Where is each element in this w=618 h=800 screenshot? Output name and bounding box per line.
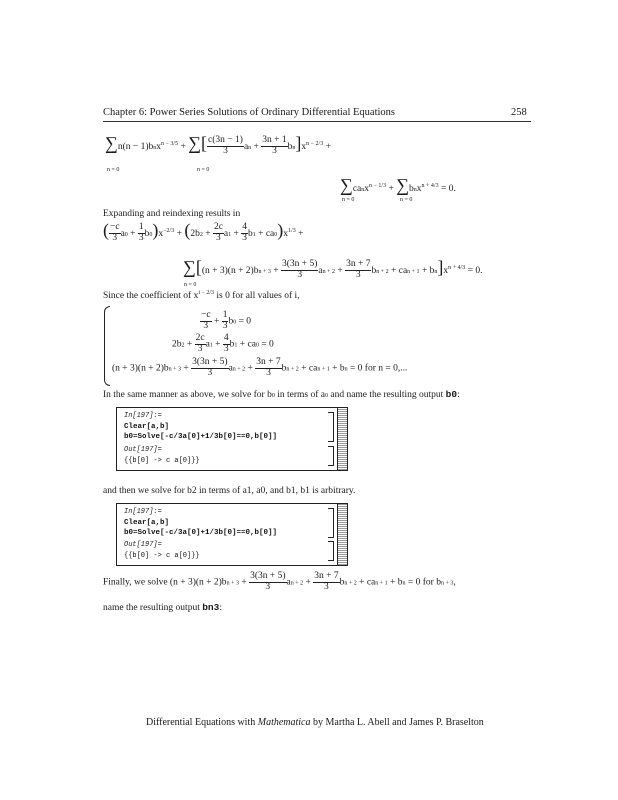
paragraph-solve-b2: and then we solve for b2 in terms of a1, a0, and b1, b1 is arbitrary. [103, 486, 356, 496]
coefficient-text-a: Since the coefficient of x [103, 291, 199, 302]
sum-limits-3: n = 0 [342, 197, 355, 203]
system-line-2: 2b2 + $\frac{2c}{3}$ a1 + $\frac{4}{3}$ b1 + ca0 = 0 [172, 333, 274, 354]
input-label: In[197]:= [124, 412, 162, 420]
name-output-text: name the resulting output [103, 603, 200, 613]
mathematica-cell-2[interactable] [116, 503, 348, 566]
sum-limits-5: n = 0 [184, 282, 197, 288]
header-rule [103, 121, 531, 122]
code-line-1[interactable]: Clear[a,b] [124, 423, 170, 431]
system-brace [104, 306, 110, 386]
paragraph-name-output: name the resulting output bn3: [103, 602, 222, 613]
input-bracket[interactable] [328, 508, 334, 538]
output-name-bn3: bn3 [202, 602, 220, 613]
paragraph-finally: Finally, we solve (n + 3)(n + 2)bn + 3 + $\frac{3(3n + 5)}{3}$ an + 2 + $\frac{3n + 7}{3}$ bn + 2 + can + 1 + bn = 0 for bn + 3, [103, 571, 456, 592]
equation-1-line-1: ∑n(n − 1)bnx$^{n - 3/5}$ + ∑[ $\frac{c(3n - 1)}{3}$ an + $\frac{3n + 1}{3}$ $bn]x^{n - 2/3}$ + [105, 133, 331, 157]
footer-italic: Mathematica [257, 717, 311, 728]
solve-b0-text-c: and name the resulting output [330, 390, 444, 400]
output-label: Out[197]= [124, 541, 162, 549]
finally-text-a: Finally, we solve (n + 3)(n + 2)b [103, 577, 227, 588]
chapter-title: Chapter 6: Power Series Solutions of Ordinary Differential Equations [103, 107, 396, 118]
system-line-3: (n + 3)(n + 2)bn + 3 + $\frac{3(3n + 5)}{3}$ an + 2 + $\frac{3n + 7}{3}$ bn + 2 + can + 1 + bn = 0 for n = 0,... [112, 357, 408, 378]
output-name-b0: b0 [445, 389, 458, 400]
footer-suffix: by Martha L. Abell and James P. Braselton [313, 717, 484, 728]
output-bracket[interactable] [328, 446, 334, 466]
system-line-1: $\frac{-c}{3}$ + $\frac{1}{3}$ b0 = 0 [201, 310, 252, 331]
input-label: In[197]:= [124, 508, 162, 516]
equation-1-line-2: ∑canx$^{n - 1/3}$ + ∑bnx$^{n + 4/3}$ = 0. [340, 175, 456, 195]
coefficient-text-b: is 0 for all values of i, [216, 291, 300, 302]
paragraph-expanding: Expanding and reindexing results in [103, 209, 241, 219]
page-number: 258 [511, 107, 527, 118]
paragraph-solve-b0: In the same manner as above, we solve for b0 in terms of a0 and name the resulting output b0: [103, 389, 460, 400]
equation-2-line-2: ∑[(n + 3)(n + 2)bn + 3 + $\frac{3(3n + 5)}{3}$ an + 2 + $\frac{3n + 7}{3}$ bn + 2 + can + $1 + bn]x^{n + 4/3} = 0$. [183, 257, 483, 281]
finally-text-b: = 0 for b [407, 577, 441, 588]
paragraph-coefficient: Since the coefficient of $x^{i - 2/3}$ is 0 for all values of i, [103, 290, 300, 302]
cell-bar[interactable] [337, 408, 347, 470]
sum-limits-4: n = 0 [400, 197, 413, 203]
mathematica-cell-1[interactable] [116, 407, 348, 471]
cell-bar[interactable] [337, 504, 347, 565]
code-line-2[interactable]: b0=Solve[-c/3a[0]+1/3b[0]==0,b[0]] [124, 529, 278, 537]
output-label: Out[197]= [124, 446, 162, 454]
code-line-1[interactable]: Clear[a,b] [124, 519, 170, 527]
output-bracket[interactable] [328, 541, 334, 561]
footer-prefix: Differential Equations with [146, 717, 256, 728]
output-value: {{b[0] -> c a[0]}} [124, 552, 200, 560]
input-bracket[interactable] [328, 412, 334, 442]
equation-2-line-1: ( $\frac{-c}{3}$ a0 + $\frac{1}{3}$ $b0)x^{-2/3} + (2b2$ + $\frac{2c}{3}$ a1 + $\frac{4}{3}$ $b1 + ca0)x^{1/3}$ + [103, 220, 304, 244]
footer [146, 717, 484, 728]
output-value: {{b[0] -> c a[0]}} [124, 457, 200, 465]
sum-limits-2: n = 0 [197, 167, 210, 173]
code-line-2[interactable]: b0=Solve[-c/3a[0]+1/3b[0]==0,b[0]] [124, 433, 278, 441]
solve-b0-text-b: in terms of a [277, 390, 325, 400]
sum-limits-1: n = 0 [107, 167, 120, 173]
solve-b0-text-a: In the same manner as above, we solve for b [103, 390, 272, 400]
